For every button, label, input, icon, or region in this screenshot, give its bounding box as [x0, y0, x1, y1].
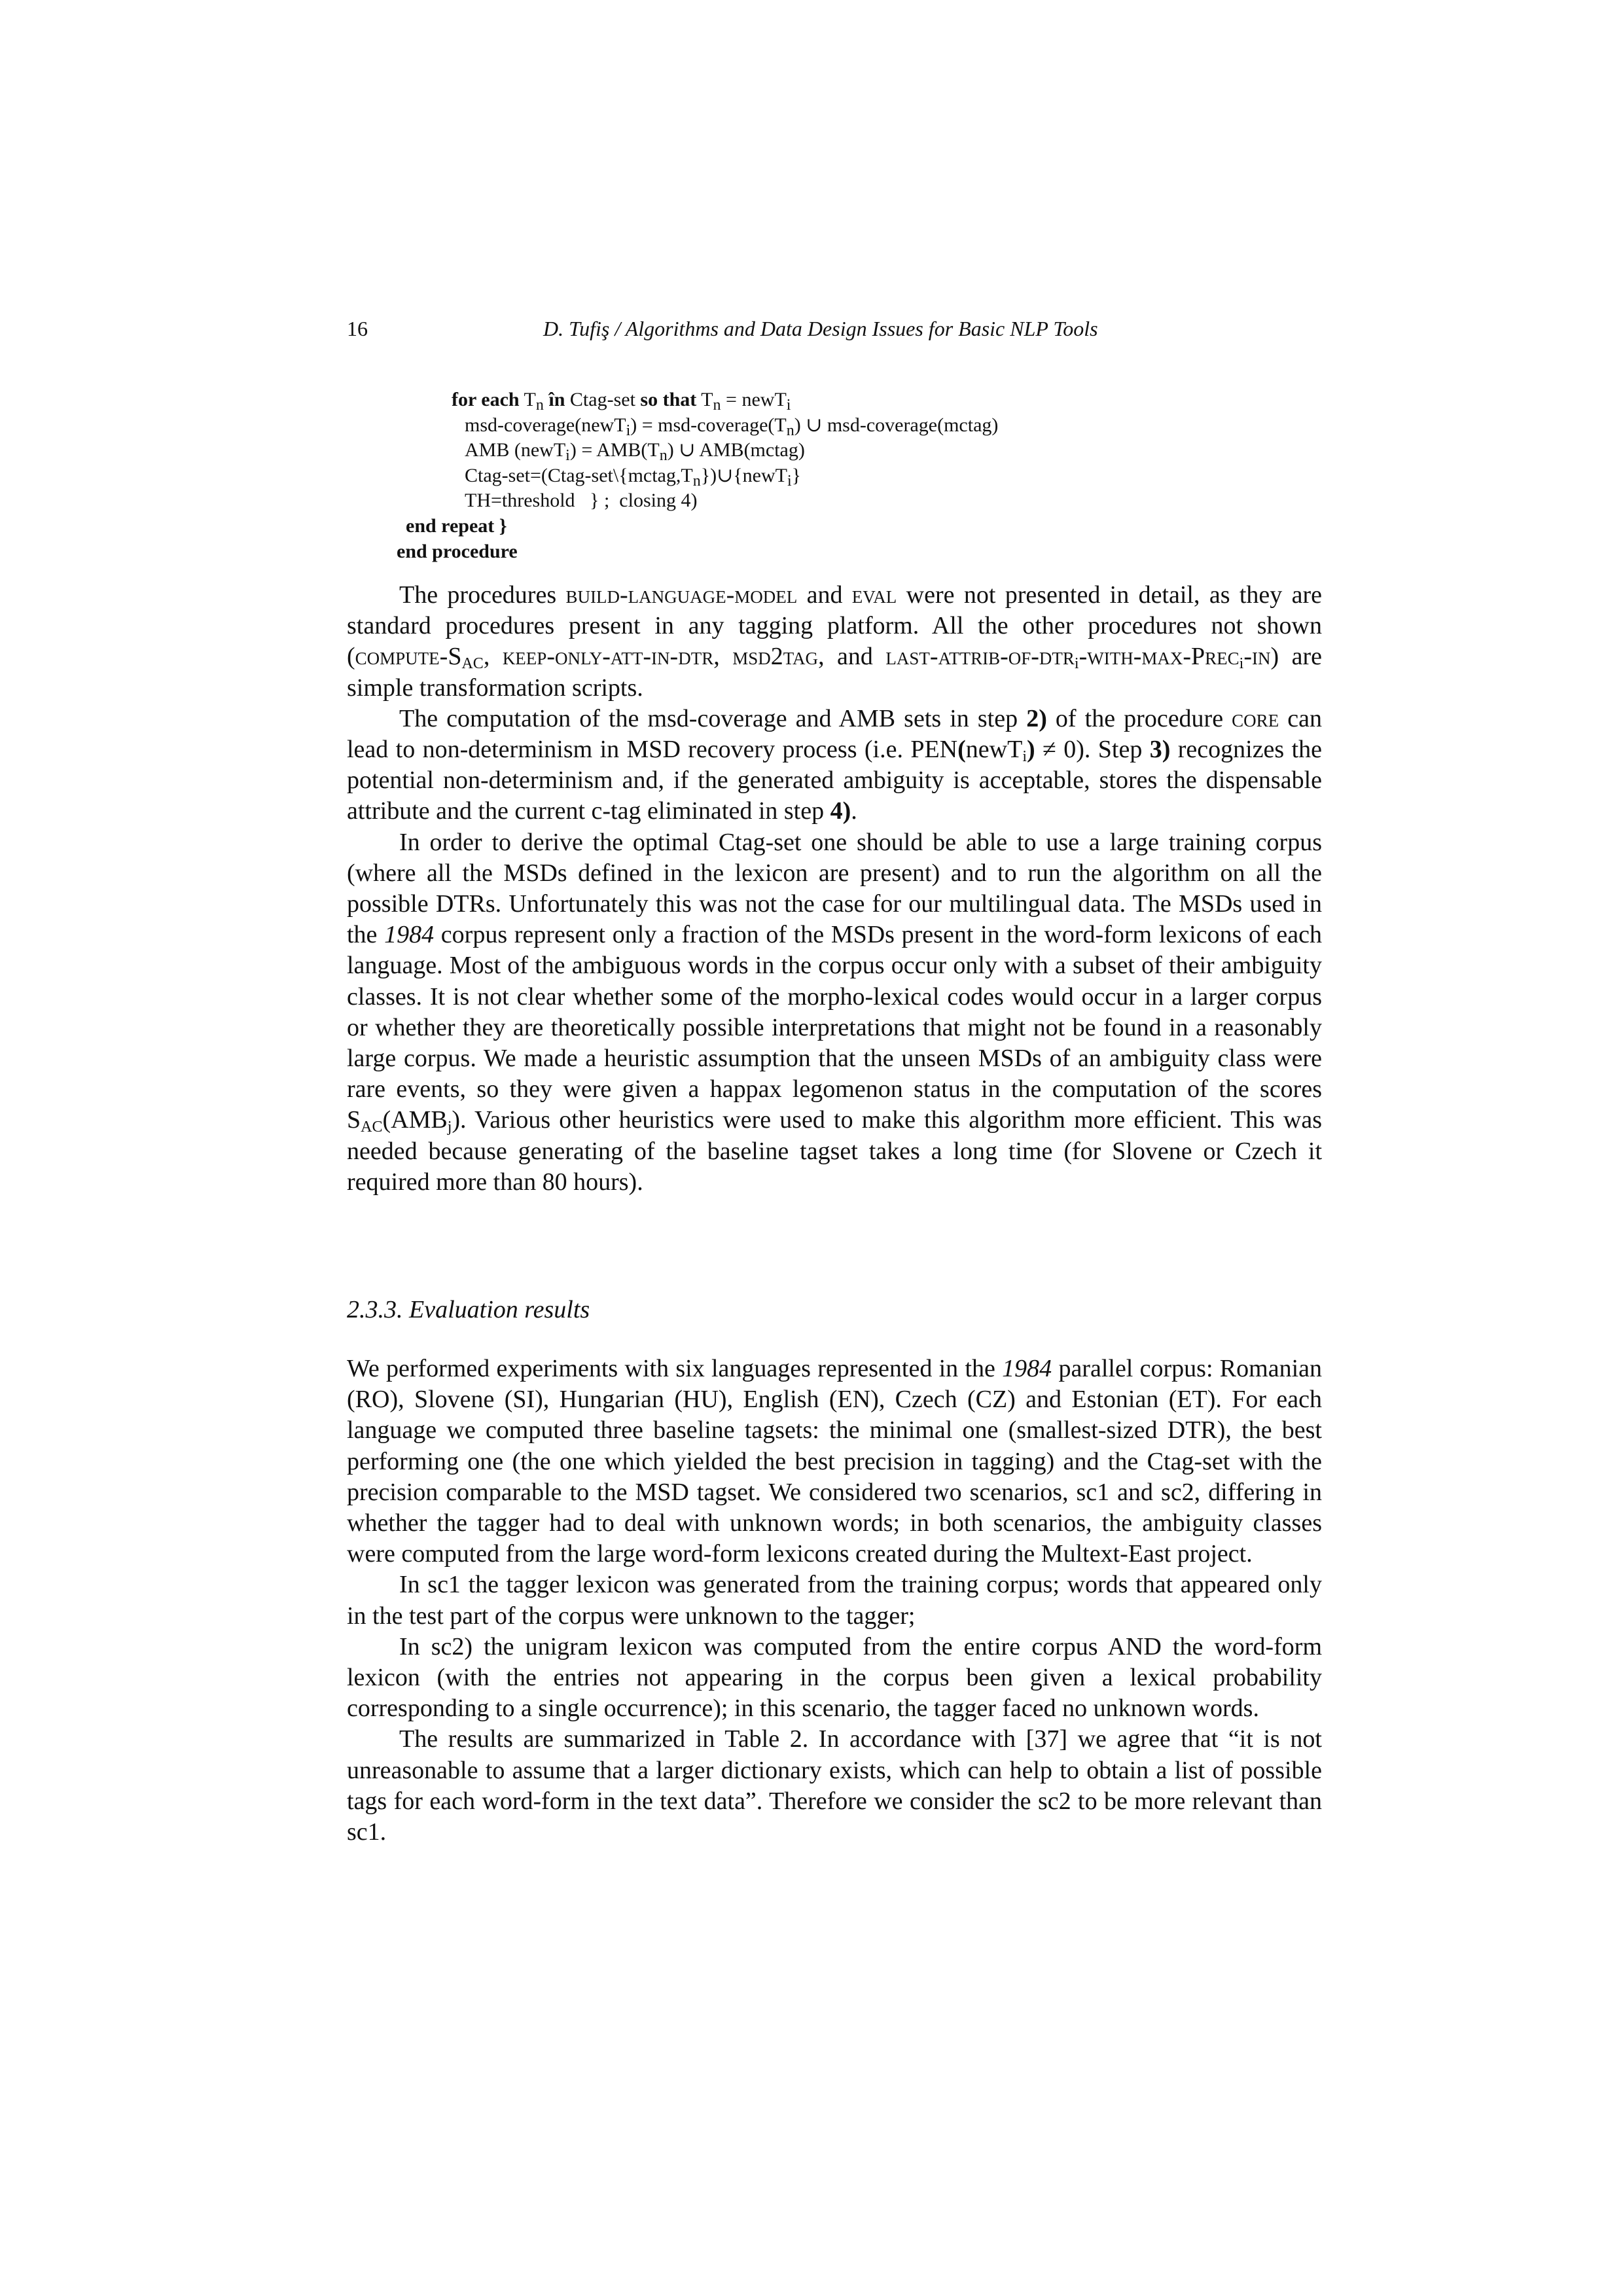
procedure-name: msd2tag	[732, 643, 819, 671]
procedure-name: eval	[851, 581, 897, 609]
text-run: ). Various other heuristics were used to make this algorithm more efficient. This was needed because generating of the baseline tagset takes a long time (for Slovene or Czech it required more than 80 hours).	[347, 1106, 1322, 1196]
code-text: msd-coverage(newT	[465, 414, 626, 436]
subscript: AC	[461, 655, 484, 673]
code-text: ) = AMB(T	[569, 439, 660, 461]
text-run: of the procedure	[1046, 704, 1232, 732]
text-run: parallel corpus: Romanian (RO), Slovene (SI), Hungarian (HU), English (EN), Czech (CZ) and Estonian (ET). For each language we computed three baseline tagsets: the minimal one (smallest-sized DTR), the best performing one (the one which yielded the best precision in tagging) and the Ctag-set with the precision comparable to the MSD tagset. We considered two scenarios, sc1 and sc2, differing in whether the tagger had to deal with unknown words; in both scenarios, the ambiguity classes were computed from the large word-form lexicons created during the Multext-East project.	[347, 1355, 1322, 1568]
text-run: .	[851, 797, 857, 825]
text-run: and	[797, 581, 852, 609]
step-ref: 4)	[830, 797, 851, 825]
code-subscript: n	[786, 422, 794, 439]
subscript: i	[1239, 655, 1244, 673]
subscript: i	[1022, 748, 1027, 766]
code-subscript: n	[713, 397, 721, 414]
page-number: 16	[347, 317, 368, 340]
procedure-name: keep-only-att-in-dtr	[502, 643, 714, 671]
code-keyword: for each	[452, 389, 520, 410]
paragraph-sc2: In sc2) the unigram lexicon was computed from the entire corpus AND the word-form lexicon (with the entries not appearing in the corpus been given a lexical probability corresponding to a single occurrence); in this scenario, the tagger faced no unknown words.	[347, 1632, 1322, 1723]
code-subscript: i	[626, 422, 631, 439]
code-subscript: n	[535, 397, 544, 414]
section-heading: 2.3.3. Evaluation results	[347, 1296, 590, 1323]
bold-paren: )	[1026, 736, 1035, 764]
step-ref: 3)	[1149, 736, 1171, 764]
text-run: The computation of the msd-coverage and AMB sets in step	[399, 704, 1027, 732]
text-run: (AMB	[382, 1106, 448, 1134]
code-keyword: so that	[640, 389, 697, 410]
paragraph-procedures	[347, 580, 1322, 704]
code-line-4	[393, 463, 998, 489]
code-text: T	[696, 389, 713, 410]
corpus-title: 1984	[384, 921, 435, 949]
text-run: corpus represent only a fraction of the MSDs present in the word-form lexicons of each language. Most of the ambiguous words in the corpus occur only with a subset of their ambiguity classes. It is not clear whether some of the morpho-lexical codes would occur in a larger corpus or whether they are theoretically possible interpretations that might not be found in a reasonably large corpus. We made a heuristic assumption that the unseen MSDs of an ambiguity class were rare events, so they were given a happax legomenon status in the computation of the scores S	[347, 921, 1322, 1134]
subscript: j	[447, 1119, 452, 1136]
procedure-name: last-attrib-of-dtr	[885, 643, 1075, 671]
code-subscript: i	[786, 397, 791, 414]
code-line-1	[393, 387, 998, 413]
paragraph-sc1: In sc1 the tagger lexicon was generated from the training corpus; words that appeared only in the test part of the corpus were unknown to the tagger;	[347, 1571, 1322, 1630]
code-text: }	[791, 464, 802, 486]
text-run: We performed experiments with six languages represented in the	[347, 1355, 1003, 1382]
subscript: AC	[361, 1119, 383, 1136]
text-run: ,	[713, 643, 733, 671]
code-line-end-procedure: end procedure	[397, 540, 518, 562]
text-run: newT	[965, 736, 1023, 764]
text-run: can lead to non-determinism in MSD recovery process (i.e. PEN	[347, 704, 1323, 764]
text-run: In order to derive the optimal Ctag-set one should be able to use a large training corpus (where all the MSDs defined in the lexicon are present) and to run the algorithm on all the possible DTRs. Unfortunately this was not the case for our multilingual data. The MSDs used in the	[347, 828, 1322, 949]
paragraph-results: The results are summarized in Table 2. In accordance with [37] we agree that “it is not unreasonable to assume that a larger dictionary exists, which can help to obtain a list of possible tags for each word-form in the text data”. Therefore we consider the sc2 to be more relevant than sc1.	[347, 1725, 1322, 1846]
procedure-name: core	[1232, 704, 1279, 732]
body-text-bottom	[347, 1354, 1322, 1848]
text-run: ) are simple transformation scripts.	[347, 643, 1323, 702]
code-text: ) = msd-coverage(T	[630, 414, 787, 436]
corpus-title: 1984	[1002, 1355, 1052, 1382]
procedure-name: build-language-model	[565, 581, 798, 609]
paragraph-experiments	[347, 1354, 1322, 1570]
code-text: Ctag-set=(Ctag-set\{mctag,T	[465, 464, 693, 486]
subscript: i	[1074, 655, 1079, 673]
procedure-name: -in	[1243, 643, 1271, 671]
code-text: Ctag-set	[565, 389, 641, 410]
code-text: ) ∪ msd-coverage(mctag)	[794, 414, 999, 436]
section-heading-block	[347, 1295, 1322, 1325]
procedure-name: compute-S	[355, 643, 462, 671]
text-run: were not presented in detail, as they are standard procedures present in any tagging platform. All the other procedures not shown (	[347, 581, 1322, 671]
text-run: recognizes the potential non-determinism and, if the generated ambiguity is acceptable, stores the dispensable attribute and the current c-tag eliminated in step	[347, 736, 1323, 825]
code-line-end-repeat: end repeat }	[406, 514, 507, 537]
code-subscript: n	[659, 447, 668, 465]
code-subscript: n	[692, 472, 701, 490]
paragraph-ctag-set	[347, 827, 1322, 1198]
text-run: The procedures	[399, 581, 566, 609]
code-subscript: i	[787, 472, 792, 490]
text-run: ≠ 0). Step	[1035, 736, 1150, 764]
code-line-3	[393, 438, 998, 463]
page-header	[347, 317, 1322, 350]
procedure-name: -with-max-Prec	[1079, 643, 1240, 671]
step-ref: 2)	[1026, 704, 1047, 732]
code-keyword: în	[543, 389, 565, 410]
code-text: T	[519, 389, 536, 410]
code-text: AMB (newT	[465, 439, 566, 461]
bold-paren: (	[957, 736, 966, 764]
body-text-top	[347, 580, 1322, 1198]
code-text: ) ∪ AMB(mctag)	[667, 439, 805, 461]
text-run: , and	[818, 643, 886, 671]
code-subscript: i	[565, 447, 570, 465]
code-text: })∪{newT	[700, 464, 787, 486]
running-head: D. Tufiş / Algorithms and Data Design Issues for Basic NLP Tools	[543, 317, 1098, 340]
pseudocode-block	[393, 387, 998, 564]
code-line-5: TH=threshold } ; closing 4)	[465, 490, 698, 512]
code-line-2	[393, 413, 998, 439]
text-run: ,	[483, 643, 503, 671]
code-text: = newT	[721, 389, 787, 410]
paragraph-computation	[347, 704, 1322, 827]
